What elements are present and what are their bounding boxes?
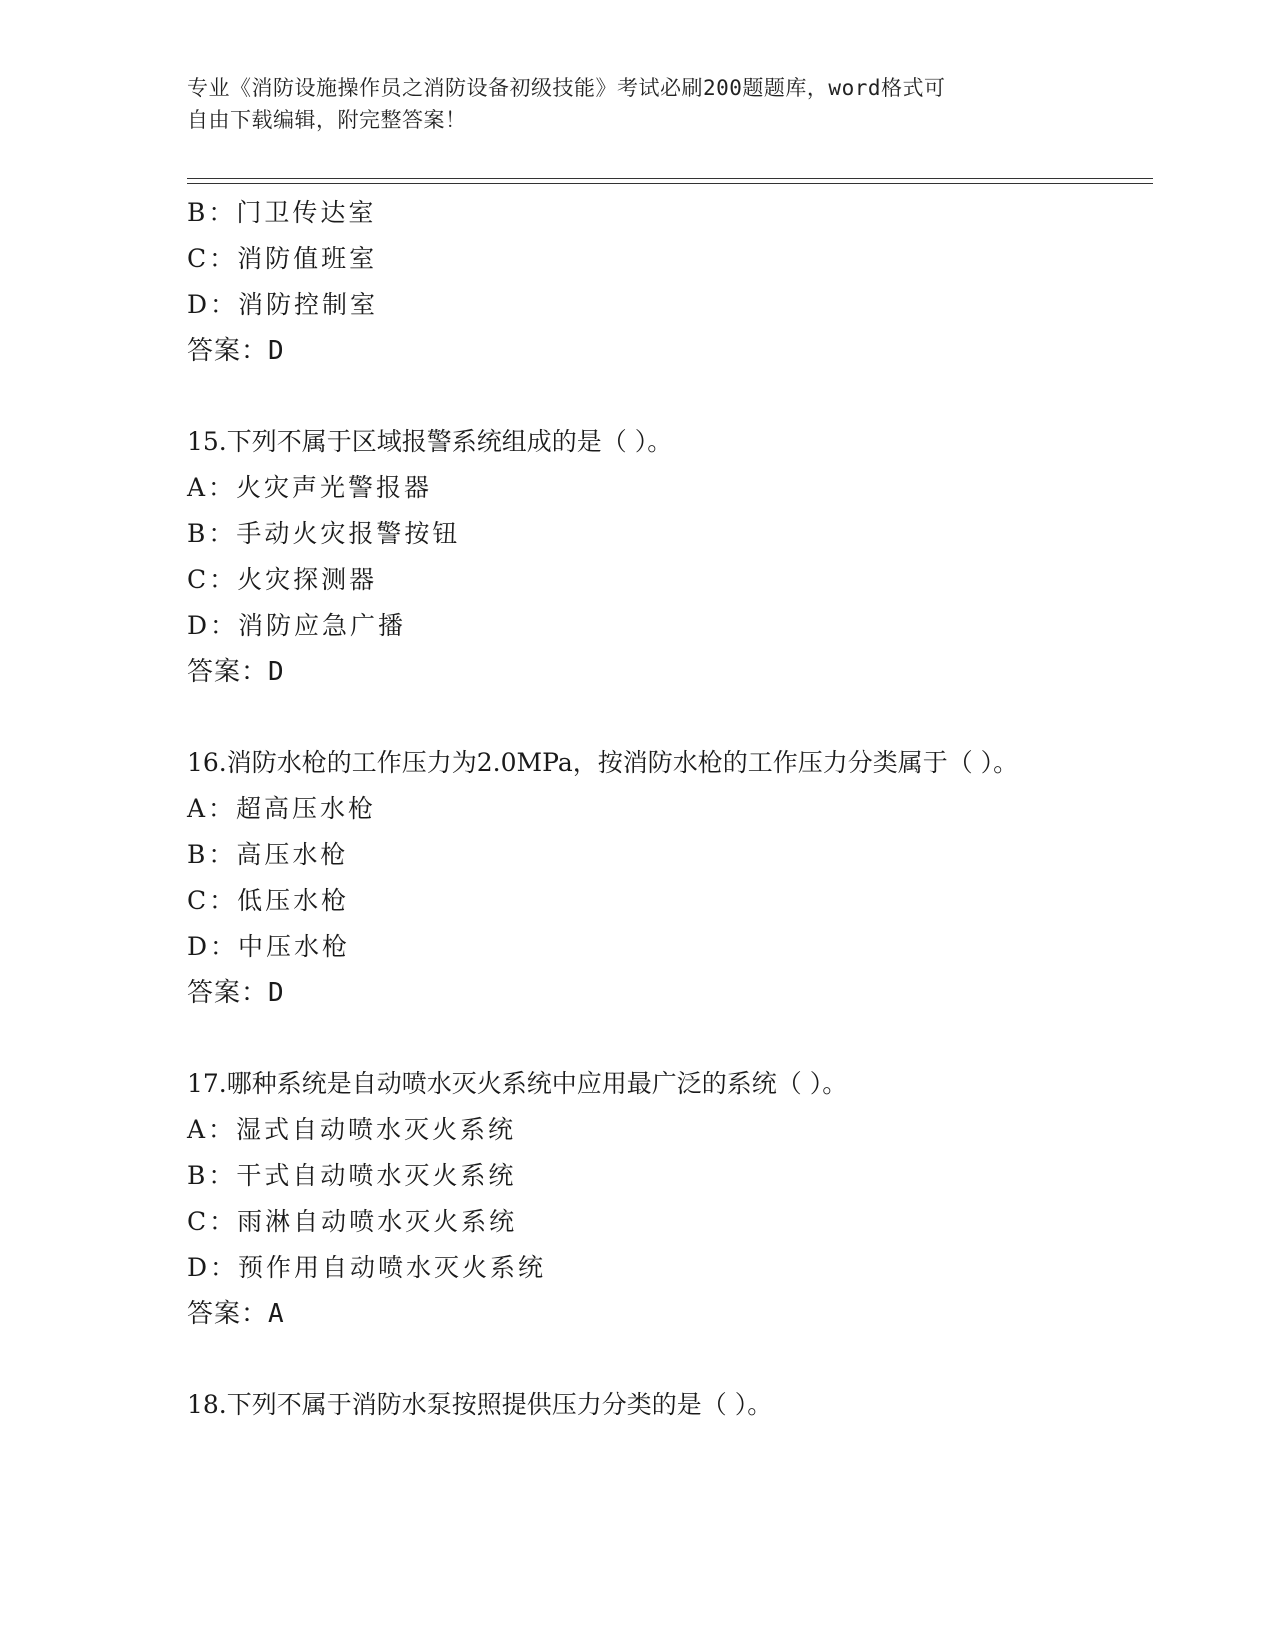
question-text: 16.消防水枪的工作压力为2.0MPa，按消防水枪的工作压力分类属于（ ）。: [187, 748, 1019, 777]
spacer: [187, 695, 1087, 740]
question-15: [187, 419, 1087, 695]
question-text: 17.哪种系统是自动喷水灭火系统中应用最广泛的系统（ ）。: [187, 1069, 848, 1098]
answer-label: 答案：: [187, 978, 269, 1008]
question-17: [187, 1061, 1087, 1337]
option-d: D：消防应急广播: [187, 611, 407, 640]
spacer: [187, 374, 1087, 419]
answer-line: [187, 1291, 1087, 1337]
option-c: C：消防值班室: [187, 244, 378, 273]
document-header: [187, 72, 1067, 136]
spacer: [187, 1016, 1087, 1061]
answer-line: [187, 649, 1087, 695]
header-line-1: 专业《消防设施操作员之消防设备初级技能》考试必刷200题题库，word格式可: [187, 76, 946, 100]
option-c: C：雨淋自动喷水灭火系统: [187, 1207, 518, 1236]
option-a: A：超高压水枪: [187, 794, 377, 823]
option-b: B：手动火灾报警按钮: [187, 519, 461, 548]
option-b: B：高压水枪: [187, 840, 349, 869]
question-text: 18.下列不属于消防水泵按照提供压力分类的是（ ）。: [187, 1390, 773, 1419]
question-18: [187, 1382, 1087, 1428]
option-a: A：湿式自动喷水灭火系统: [187, 1115, 517, 1144]
option-c: C：低压水枪: [187, 886, 350, 915]
answer-label: 答案：: [187, 657, 269, 687]
answer-line: [187, 970, 1087, 1016]
answer-value: A: [268, 1299, 285, 1329]
header-divider-bottom: [187, 183, 1153, 184]
header-line-2: 自由下载编辑，附完整答案！: [187, 108, 467, 132]
question-list: [187, 190, 1087, 1428]
question-14-partial: [187, 190, 1087, 374]
answer-value: D: [268, 336, 285, 366]
answer-line: [187, 328, 1087, 374]
option-d: D：中压水枪: [187, 932, 351, 961]
option-d: D：预作用自动喷水灭火系统: [187, 1253, 547, 1282]
spacer: [187, 1337, 1087, 1382]
option-b: B：门卫传达室: [187, 198, 377, 227]
header-divider-top: [187, 178, 1153, 179]
option-c: C：火灾探测器: [187, 565, 378, 594]
question-16: [187, 740, 1087, 1016]
question-text: 15.下列不属于区域报警系统组成的是（ ）。: [187, 427, 673, 456]
answer-label: 答案：: [187, 336, 269, 366]
option-b: B：干式自动喷水灭火系统: [187, 1161, 517, 1190]
option-a: A：火灾声光警报器: [187, 473, 433, 502]
option-d: D：消防控制室: [187, 290, 379, 319]
answer-label: 答案：: [187, 1299, 269, 1329]
answer-value: D: [268, 657, 285, 687]
answer-value: D: [268, 978, 285, 1008]
